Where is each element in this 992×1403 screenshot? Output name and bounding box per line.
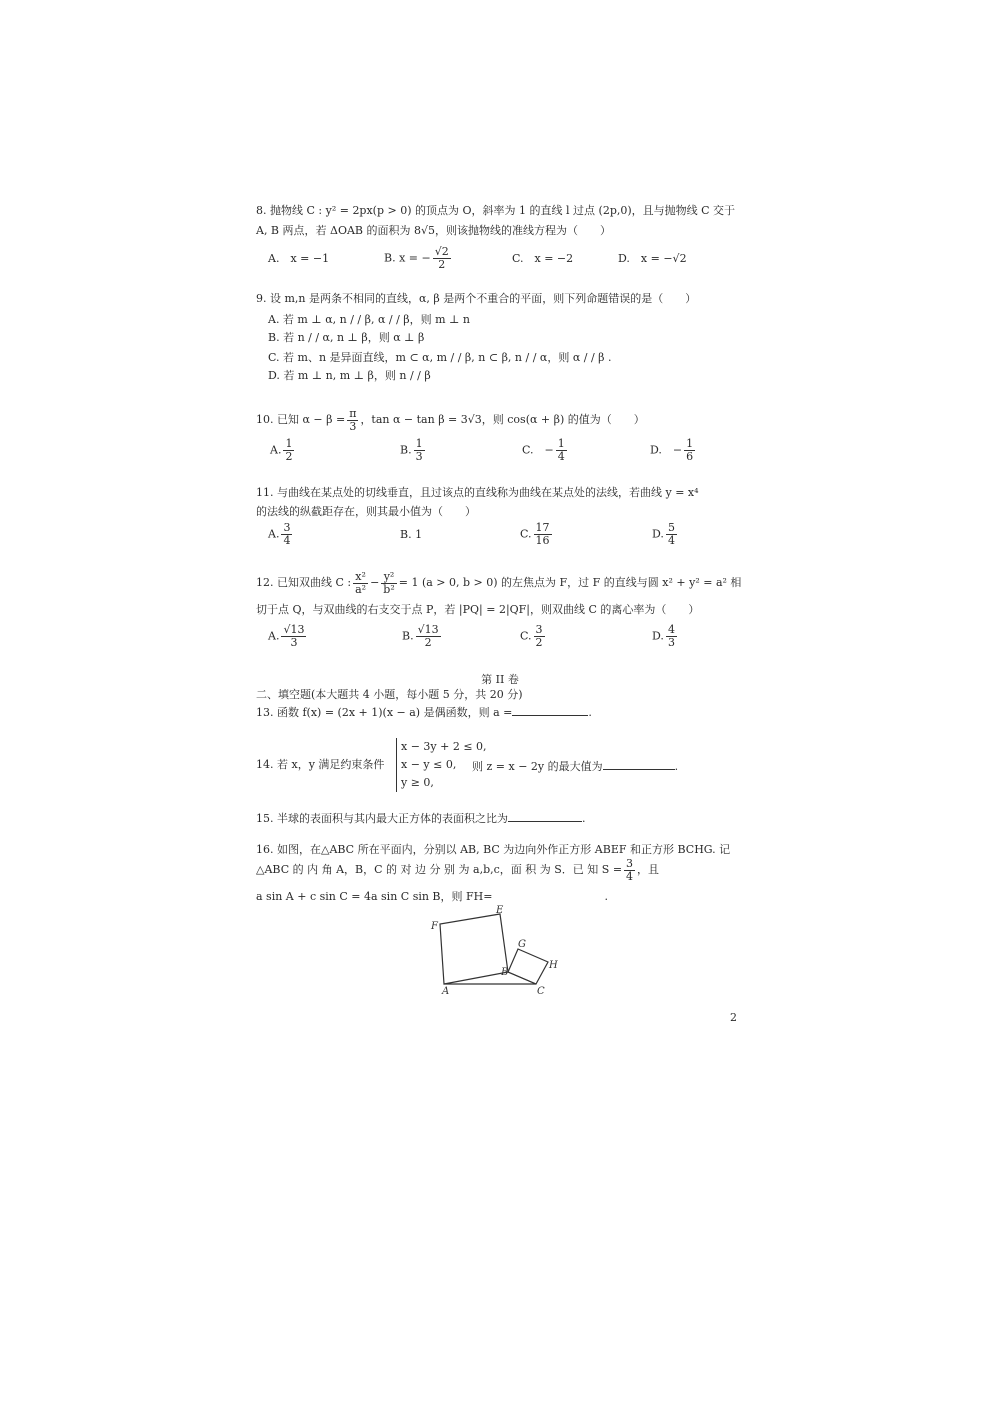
q12-option-d-num: 4: [667, 623, 675, 636]
q12-f1-num: x²: [353, 571, 368, 584]
q16-line2-b: ，且: [637, 863, 660, 876]
q12-option-d: [652, 624, 679, 649]
q12-option-b-fraction: [416, 624, 441, 649]
q12-option-d-den: 3: [667, 636, 675, 649]
q12-option-a-fraction: [281, 624, 306, 649]
q10-option-c-label: C. −: [522, 443, 554, 457]
q10-frac-num: π: [349, 406, 357, 420]
q8-option-d: D. x = −√2: [618, 252, 687, 265]
q14-constraint-2: x − y ≤ 0,: [401, 758, 457, 771]
q8-option-b-den: 2: [438, 258, 446, 271]
q8-option-b-num: √2: [434, 245, 449, 258]
label-b: B: [501, 967, 509, 978]
q13: [256, 704, 592, 720]
q15: [256, 810, 586, 826]
q12-option-a: [268, 624, 308, 649]
q12-option-a-label: A.: [268, 629, 280, 643]
q12-option-b-label: B.: [402, 629, 414, 643]
q11-option-c-label: C.: [520, 527, 532, 541]
q10-option-c: [522, 438, 569, 463]
q12-option-b: [402, 624, 443, 649]
section-heading: 二、填空题(本大题共 4 小题，每小题 5 分，共 20 分): [256, 688, 523, 701]
q15-text: 15. 半球的表面积与其内最大正方体的表面积之比为: [256, 812, 508, 825]
label-a: A: [442, 986, 450, 997]
q12-option-d-fraction: [666, 624, 677, 649]
q14-prefix: 14. 若 x，y 满足约束条件: [256, 758, 385, 771]
q10-option-a-fraction: [283, 438, 294, 463]
q16-line1: 16. 如图，在△ABC 所在平面内，分别以 AB, BC 为边向外作正方形 ABEF 和正方形 BCHG. 记: [256, 843, 731, 856]
q14-constraint-1: x − 3y + 2 ≤ 0,: [401, 740, 487, 753]
q11-option-a: [268, 522, 294, 547]
q11-option-a-num: 3: [283, 521, 291, 534]
q10-option-a-num: 1: [285, 437, 293, 450]
q15-answer-blank[interactable]: [508, 810, 582, 822]
geometry-figure: [426, 902, 566, 1002]
q8-option-b-fraction: [433, 246, 451, 271]
q16-line2: [256, 856, 659, 884]
q12-line2: 切于点 Q，与双曲线的右支交于点 P，若 |PQ| = 2|QF|，则双曲线 C 的离心率为（ ）: [256, 603, 700, 616]
q15-end: .: [582, 812, 586, 825]
q8-option-c: C. x = −2: [512, 252, 574, 265]
q14-answer-blank[interactable]: [603, 758, 675, 770]
q16-line2-a: △ABC 的 内 角 A，B，C 的 对 边 分 别 为 a,b,c，面 积 为 S．已 知 S =: [256, 863, 623, 876]
square-abef: [440, 914, 508, 984]
q10-option-b: [400, 438, 427, 463]
q8-option-b: [384, 246, 453, 271]
label-h: H: [549, 960, 558, 971]
q10-fraction: [347, 408, 358, 433]
q12-fraction-x: [353, 571, 368, 596]
q12-option-b-num: √13: [417, 623, 439, 636]
q10-suffix: ，tan α − tan β = 3√3，则 cos(α + β) 的值为（ ）: [360, 413, 645, 426]
q13-end: .: [588, 706, 592, 719]
q8-option-a: A. x = −1: [268, 252, 330, 265]
q10-option-d-fraction: [684, 438, 695, 463]
q10-option-b-den: 3: [415, 450, 423, 463]
q16-fraction: [624, 858, 635, 883]
q11-option-d: [652, 522, 679, 547]
q10-frac-den: 3: [349, 419, 357, 433]
q10-prefix: 10. 已知 α − β =: [256, 413, 346, 426]
q14-end: .: [674, 760, 679, 773]
q9-stem: 9. 设 m,n 是两条不相同的直线，α, β 是两个不重合的平面，则下列命题错误的是（ ）: [256, 292, 697, 305]
q10-option-b-num: 1: [415, 437, 423, 450]
q12-minus: −: [370, 576, 380, 589]
q11-option-c-fraction: [534, 522, 552, 547]
q10-option-d-den: 6: [686, 450, 694, 463]
q16-frac-num: 3: [626, 856, 634, 870]
label-f: F: [431, 921, 438, 932]
q12-option-c-label: C.: [520, 629, 532, 643]
q10-option-c-num: 1: [557, 437, 565, 450]
q12-f2-num: y²: [381, 571, 396, 584]
q12-suffix: = 1 (a > 0, b > 0) 的左焦点为 F，过 F 的直线与圆 x² + y² = a² 相: [398, 576, 742, 589]
q10-option-d-label: D. −: [650, 443, 683, 457]
q11-option-a-label: A.: [268, 527, 280, 541]
q11-option-a-fraction: [281, 522, 292, 547]
q14-mid: 则 z = x − 2y 的最大值为: [472, 760, 603, 773]
q11-option-d-fraction: [666, 522, 677, 547]
q8-option-b-prefix: B. x = −: [384, 251, 431, 265]
q13-answer-blank[interactable]: [512, 704, 588, 716]
q12-option-c: [520, 624, 547, 649]
square-bchg: [508, 949, 548, 984]
q10-option-d: [650, 438, 697, 463]
q16-frac-den: 4: [626, 869, 634, 883]
q9-option-b: B. 若 n / / α, n ⊥ β，则 α ⊥ β: [268, 331, 425, 344]
q13-text: 13. 函数 f(x) = (2x + 1)(x − a) 是偶函数，则 a =: [256, 706, 513, 719]
q10-option-a: [270, 438, 296, 463]
q11-option-c: [520, 522, 554, 547]
q12-option-b-den: 2: [424, 636, 432, 649]
q12-line1: [256, 569, 741, 597]
label-c: C: [537, 986, 545, 997]
q10-option-a-den: 2: [285, 450, 293, 463]
q16-line3-end: .: [604, 890, 608, 903]
q10-option-d-num: 1: [686, 437, 694, 450]
q12-option-c-num: 3: [535, 623, 543, 636]
q11-option-d-num: 5: [667, 521, 675, 534]
q11-line2: 的法线的纵截距存在，则其最小值为（ ）: [256, 505, 476, 518]
q8-line1: 8. 抛物线 C : y² = 2px(p > 0) 的顶点为 O，斜率为 1 的直线 l 过点 (2p,0)，且与抛物线 C 交于: [256, 204, 736, 217]
q12-f1-den: a²: [355, 582, 367, 596]
section-title: 第 II 卷: [481, 673, 519, 686]
q8-line2: A, B 两点，若 ΔOAB 的面积为 8√5，则该抛物线的准线方程为（ ）: [256, 224, 612, 237]
q12-prefix: 12. 已知双曲线 C :: [256, 576, 352, 589]
q11-option-b: B. 1: [400, 528, 423, 541]
q10-option-b-fraction: [414, 438, 425, 463]
q16-line3-text: a sin A + c sin C = 4a sin C sin B，则 FH=: [256, 890, 493, 903]
triangle-abc: [444, 972, 536, 984]
q11-option-a-den: 4: [283, 534, 291, 547]
q10-option-a-label: A.: [270, 443, 282, 457]
q10-option-c-den: 4: [557, 450, 565, 463]
label-g: G: [518, 939, 526, 950]
q12-fraction-y: [381, 571, 396, 596]
q12-option-a-den: 3: [290, 636, 298, 649]
q9-option-d: D. 若 m ⊥ n, m ⊥ β，则 n / / β: [268, 369, 431, 382]
q11-option-c-num: 17: [535, 521, 550, 534]
q10-option-b-label: B.: [400, 443, 412, 457]
q10-option-c-fraction: [556, 438, 567, 463]
q11-option-d-label: D.: [652, 527, 664, 541]
q11-option-d-den: 4: [667, 534, 675, 547]
q12-option-d-label: D.: [652, 629, 664, 643]
q11-line1: 11. 与曲线在某点处的切线垂直，且过该点的直线称为曲线在某点处的法线，若曲线 y = x⁴: [256, 486, 699, 499]
q12-f2-den: b²: [383, 582, 395, 596]
q12-option-a-num: √13: [283, 623, 305, 636]
q14-constraint-3: y ≥ 0,: [401, 776, 434, 789]
q10-stem: [256, 406, 645, 434]
q11-option-c-den: 16: [535, 534, 550, 547]
label-e: E: [496, 905, 504, 916]
page-number: 2: [730, 1011, 737, 1024]
q14-tail: [472, 758, 678, 774]
q12-option-c-fraction: [534, 624, 545, 649]
q9-option-c: C. 若 m、n 是异面直线，m ⊂ α, m / / β, n ⊂ β, n / / α，则 α / / β .: [268, 351, 612, 364]
q9-option-a: A. 若 m ⊥ α, n / / β, α / / β，则 m ⊥ n: [268, 313, 471, 326]
q12-option-c-den: 2: [535, 636, 543, 649]
